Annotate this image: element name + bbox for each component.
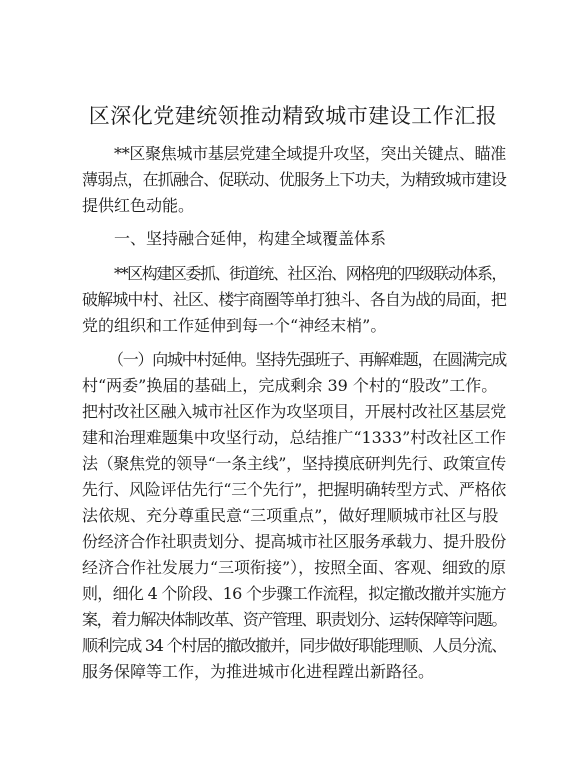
line-text: **区构建区委抓、街道统、社区治、网格兜的四级联动体系， bbox=[114, 264, 506, 283]
line-text: 份经济合作社职责划分、提高城市社区服务承载力、提升股份 bbox=[82, 532, 506, 551]
document-title: 区深化党建统领推动精致城市建设工作汇报 bbox=[88, 104, 498, 128]
line-text: 村“两委”换届的基础上，完成剩余 39 个村的“股改”工作。 bbox=[82, 376, 498, 395]
line-text: 薄弱点，在抓融合、促联动、优服务上下功夫，为精致城市建设 bbox=[82, 170, 506, 189]
line-text: 案，着力解决体制改革、资产管理、职责划分、运转保障等问题。 bbox=[82, 610, 506, 629]
line-text: 党的组织和工作延伸到每一个“神经末梢”。 bbox=[82, 316, 387, 335]
line-text: 先行、风险评估先行“三个先行”，把握明确转型方式、严格依 bbox=[82, 480, 506, 499]
line-text: 则，细化 4 个阶段、16 个步骤工作流程，拟定撤改撤并实施方 bbox=[82, 584, 506, 603]
line-text: 破解城中村、社区、楼宇商圈等单打独斗、各自为战的局面，把 bbox=[82, 290, 506, 309]
line-text: 服务保障等工作，为推进城市化进程蹚出新路径。 bbox=[82, 662, 435, 681]
line-text: **区聚焦城市基层党建全域提升攻坚，突出关键点、瞄准 bbox=[114, 144, 506, 163]
line-text: （一）向城中村延伸。坚持先强班子、再解难题，在圆满完成 bbox=[108, 350, 506, 369]
line-text: 经济合作社发展力“三项衔接”），按照全面、客观、细致的原 bbox=[82, 558, 506, 577]
line-text: 法依规、充分尊重民意“三项重点”，做好理顺城市社区与股 bbox=[82, 506, 499, 525]
line-text: 把村改社区融入城市社区作为攻坚项目，开展村改社区基层党 bbox=[82, 402, 506, 421]
line-text: 提供红色动能。 bbox=[82, 196, 195, 215]
line-text: 法（聚焦党的领导“一条主线”，坚持摸底研判先行、政策宣传 bbox=[82, 454, 506, 473]
line-text: 建和治理难题集中攻坚行动，总结推广“1333”村改社区工作 bbox=[82, 428, 506, 447]
line-text: 顺利完成 34 个村居的撤改撤并，同步做好职能理顺、人员分流、 bbox=[82, 636, 506, 655]
line-text: 一、坚持融合延伸，构建全域覆盖体系 bbox=[114, 229, 387, 248]
